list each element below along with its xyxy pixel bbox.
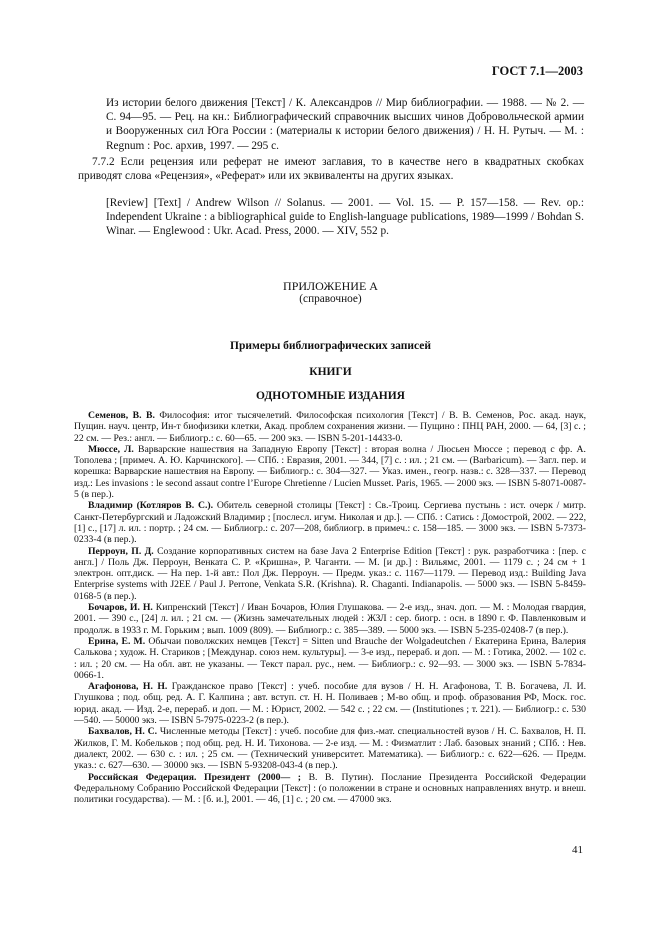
clause-7-7-2 bbox=[78, 155, 584, 183]
entry-head: Мюссе, Л. bbox=[88, 443, 134, 455]
entry-semenov bbox=[74, 410, 586, 444]
entry-head: Перроун, П. Д. bbox=[88, 545, 154, 557]
review-example-2 bbox=[92, 196, 584, 239]
entry-head: Владимир (Котляров В. С.). bbox=[88, 500, 214, 512]
clause-7-7-2-text: 7.7.2 Если рецензия или реферат не имеют заглавия, то в качестве него в квадратных скобках приводят слова «Рецензия», «Реферат» или их эквиваленты на других языках. bbox=[78, 156, 584, 183]
appendix-title: ПРИЛОЖЕНИЕ А bbox=[283, 279, 378, 293]
entry-bocharov bbox=[74, 602, 586, 636]
appendix-subtitle: (справочное) bbox=[299, 293, 362, 305]
entry-head: Бахвалов, Н. С. bbox=[88, 726, 158, 738]
entry-perrone bbox=[74, 546, 586, 602]
entry-text: Гражданское право [Текст] : учеб. пособие для вузов / Н. Н. Агафонова, Т. В. Богачева, Л. И. Глушкова ; под. общ. ред. А. Г. Калпина ; авт. вступ. ст. Н. Н. Поливаев ; М-во общ. и проф. образования РФ, Моск. гос. юрид. акад. — Изд. 2-е, перераб. и доп. — М. : Юрист, 2002. — 542 с. ; 22 см. — (Institutiones ; т. 221). — Библиогр.: с. 530—540. — 50000 экз. — ISBN 5-7975-0223-2 (в пер.). bbox=[74, 681, 586, 727]
entry-head: Семенов, В. В. bbox=[88, 410, 155, 421]
single-volume-heading: ОДНОТОМНЫЕ ИЗДАНИЯ bbox=[255, 390, 405, 402]
entry-text: В. В. Путин). Послание Президента Российской Федерации Федеральному Собранию Российской Федерации [Текст] : (о положении в стране и основных направлениях внутр. и внеш. политики государства). — М. : [б. и.], 2001. — 46, [1] с. ; 20 см. — 47000 экз. bbox=[74, 771, 586, 806]
page-number: 41 bbox=[572, 844, 583, 856]
entry-musset bbox=[74, 444, 586, 500]
gost-header: ГОСТ 7.1—2003 bbox=[491, 64, 583, 78]
entry-head: Агафонова, Н. Н. bbox=[88, 681, 168, 693]
appendix-heading bbox=[60, 280, 601, 306]
entry-text: Кипренский [Текст] / Иван Бочаров, Юлия Глушакова. — 2-е изд., знач. доп. — М. : Молодая гвардия, 2001. — 390 с., [24] л. ил. ; 21 см. — (Жизнь замечательных людей : ЖЗЛ : сер. биогр. : осн. в 1890 г. Ф. Павленковым и продолж. в 1933 г. М. Горьким ; вып. 1009 (809). — Библиогр.: с. 385—389. — 5000 экз. — ISBN 5-235-02408-7 (в пер.). bbox=[74, 602, 586, 636]
review-example-1 bbox=[92, 96, 584, 153]
entry-head: Бочаров, И. Н. bbox=[88, 602, 153, 614]
review-example-1-text: Из истории белого движения [Текст] / К. Александров // Мир библиографии. — 1988. — № 2. — С. 94—95. — Рец. на кн.: Библиографический справочник высших чинов Добровольческой армии и Вооруженных сил Юга России : (материалы к истории белого движения) / Н. Н. Рутыч. — М. : Regnum : Рос. архив, 1997. — 295 с. bbox=[106, 97, 584, 152]
section-title: Примеры библиографических записей bbox=[230, 340, 431, 352]
entry-text: Создание корпоративных систем на базе Java 2 Enterprise Edition [Текст] : рук. разработчика : [пер. с англ.] / Поль Дж. Перроун, Венката С. Р. «Кришна», Р. Чаганти. — М. [и др.] : Вильямс, 2001. — 1179 с. ; 24 см + 1 электрон. опт.диск. — На пер. 1-й авт.: Пол Дж. Перроун. — Предм. указ.: с. 1167—1179. — Перевод изд.: Building Java Enterprise systems with J2EE / Paul J. Perrone, Venkata S.R. (Krishna). R. Chaganti. Indianapolis. — 5000 экз. — ISBN 5-8459-0168-5 (в пер.). bbox=[74, 545, 587, 602]
entry-erina bbox=[74, 636, 586, 681]
books-heading: КНИГИ bbox=[309, 366, 352, 378]
entry-bakhvalov bbox=[74, 726, 586, 771]
entry-text: Обычаи поволжских немцев [Текст] = Sitten und Brauche der Wolgadeutchen / Екатерина Ерина, Валерия Салькова ; худож. Н. Стариков ; [Междунар. союз нем. культуры]. — 3-е изд., перераб. и доп. — М. : Готика, 2002. — 102 с. : ил. ; 20 см. — На обл. авт. не указаны. — Текст парал. рус., нем. — Библиогр.: с. 92—93. — 3000 экз. — ISBN 5-7834-0066-1. bbox=[74, 635, 587, 681]
entry-head: Российская Федерация. Президент (2000— ; bbox=[88, 771, 301, 783]
entry-vladimir bbox=[74, 500, 586, 545]
entry-text: Обитель северной столицы [Текст] : Св.-Троиц. Сергиева пустынь : ист. очерк / митр. Санкт-Петербургский и Ладожский Владимир ; [послесл. игум. Николая и др.]. — СПб. : Сатись : Домострой, 2002. — 222, [1] с., [17] л. ил. : портр. ; 24 см. — Библиогр.: с. 207—208, библиогр. в примеч.: с. 158—185. — 3000 экз. — ISBN 5-7373-0233-4 (в пер.). bbox=[74, 500, 586, 546]
entry-head: Ерина, Е. М. bbox=[88, 635, 146, 647]
entry-text: Численные методы [Текст] : учеб. пособие для физ.-мат. специальностей вузов / Н. С. Бахвалов, Н. П. Жилков, Г. М. Кобельков ; под общ. ред. Н. И. Тихонова. — 2-е изд. — М. : Физматлит : Лаб. базовых знаний ; СПб. : Нев. диалект, 2002. — 630 с. : ил. ; 25 см. — (Технический университет. Математика). — Библиогр.: с. 622—626. — Предм. указ.: с. 627—630. — 30000 экз. — ISBN 5-93208-043-4 (в пер.). bbox=[74, 726, 586, 772]
entry-text: Философия: итог тысячелетий. Философская психология [Текст] / В. В. Семенов, Рос. акад. наук, Пущин. науч. центр, Ин-т биофизики клетки, Акад. проблем сохранения жизни. — Пущино : ПНЦ РАН, 2000. — 64, [3] с. ; 22 см. — Рез.: англ. — Библиогр.: с. 60—65. — 200 экз. — ISBN 5-201-14433-0. bbox=[74, 410, 586, 444]
review-example-2-text: [Review] [Text] / Andrew Wilson // Solanus. — 2001. — Vol. 15. — P. 157—158. — Rev. op.: Independent Ukraine : a bibliographical guide to English-language publications, 1989—1999 / Bohdan S. Winar. — Englewood : Ukr. Acad. Press, 2000. — XIV, 552 p. bbox=[106, 197, 584, 238]
bibliographic-entries bbox=[74, 410, 586, 805]
entry-president bbox=[74, 772, 586, 806]
entry-text: Варварские нашествия на Западную Европу [Текст] : вторая волна / Люсьен Мюссе ; перевод с фр. А. Тополева ; [примеч. А. Ю. Карчинского]. — СПб. : Евразия, 2001. — 344, [7] с. : ил. ; 21 см. — (Barbaricum). — Загл. пер. и корешка: Варварские нашествия на Европу. — Библиогр.: с. 304—327. — Указ. имен., геогр. назв.: с. 328—337. — Перевод изд.: Les invasions : le second assaut contre l’Europe Chretienne / Lucien Musset. Paris, 1965. — 2000 экз. — ISBN 5-8071-0087-5 (в пер.). bbox=[74, 443, 586, 501]
entry-agafonova bbox=[74, 681, 586, 726]
